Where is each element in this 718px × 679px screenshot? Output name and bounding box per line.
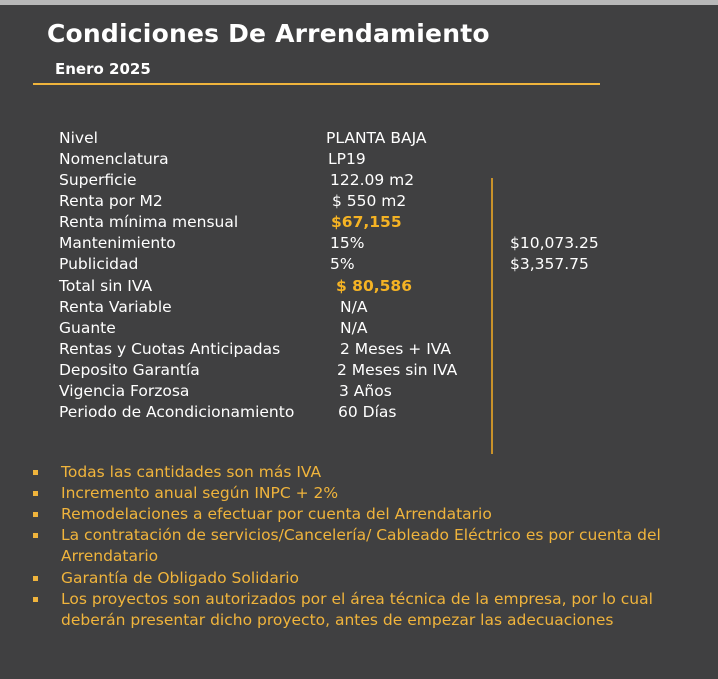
row-label: Total sin IVA [59,277,153,295]
note-text: Garantía de Obligado Solidario [61,569,299,587]
row-value: LP19 [328,150,366,168]
table-row [0,339,718,360]
row-label: Vigencia Forzosa [59,382,190,400]
table-row [0,170,718,191]
row-label: Mantenimiento [59,234,176,252]
row-value: 2 Meses sin IVA [337,361,458,379]
row-label: Renta por M2 [59,192,163,210]
bullet-square-icon [33,512,38,517]
bullet-square-icon [33,597,38,602]
row-value-highlight: $ 80,586 [336,277,412,295]
top-border [0,0,718,5]
row-label: Renta Variable [59,298,172,316]
row-label: Publicidad [59,255,139,273]
row-value-highlight: $67,155 [331,213,402,231]
bullet-square-icon [33,533,38,538]
column-divider [491,178,493,454]
row-value: $ 550 m2 [332,192,407,210]
table-row [0,191,718,212]
row-value: 122.09 m2 [330,171,415,189]
row-value: PLANTA BAJA [326,129,427,147]
table-row [0,360,718,381]
row-label: Deposito Garantía [59,361,200,379]
row-label: Periodo de Acondicionamiento [59,403,295,421]
row-value: 5% [330,255,355,273]
row-value: 60 Días [338,403,397,421]
table-row [0,233,718,254]
table-row [0,149,718,170]
row-label: Nivel [59,129,98,147]
bullet-square-icon [33,576,38,581]
table-row [0,318,718,339]
bullet-square-icon [33,491,38,496]
row-value: 2 Meses + IVA [340,340,452,358]
table-row [0,297,718,318]
title-divider [33,83,600,85]
row-value: N/A [340,298,368,316]
row-label: Renta mínima mensual [59,213,239,231]
table-row [0,254,718,275]
row-label: Superficie [59,171,137,189]
table-row [0,212,718,233]
page-title: Condiciones De Arrendamiento [47,19,490,48]
row-label: Nomenclatura [59,150,169,168]
row-amount: $3,357.75 [510,255,589,273]
table-row [0,402,718,423]
page-subtitle: Enero 2025 [55,60,151,78]
row-amount: $10,073.25 [510,234,599,252]
note-text: Los proyectos son autorizados por el área técnica de la empresa, por lo cual deberán presentar dicho proyecto, antes de empezar las adecuaciones [61,590,653,629]
row-value: 15% [330,234,365,252]
note-text: La contratación de servicios/Cancelería/ Cableado Eléctrico es por cuenta del Arrendatario [61,526,661,565]
table-row [0,381,718,402]
bullet-square-icon [33,470,38,475]
row-label: Guante [59,319,116,337]
row-value: N/A [340,319,368,337]
row-label: Rentas y Cuotas Anticipadas [59,340,281,358]
note-text: Todas las cantidades son más IVA [61,463,322,481]
note-text: Remodelaciones a efectuar por cuenta del Arrendatario [61,505,492,523]
table-row [0,128,718,149]
row-value: 3 Años [339,382,392,400]
note-text: Incremento anual según INPC + 2% [61,484,339,502]
table-row [0,276,718,297]
